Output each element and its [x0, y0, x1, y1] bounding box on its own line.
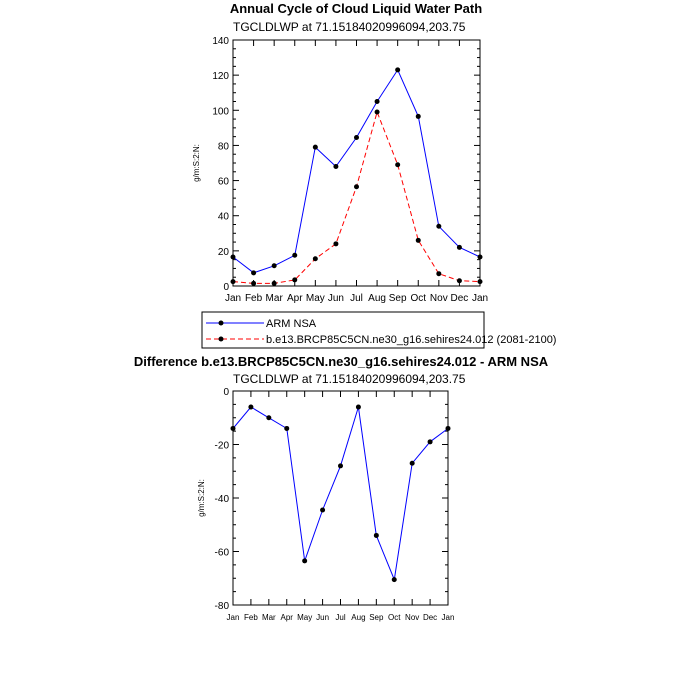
series-0-point	[395, 67, 400, 72]
x-tick-label: Jul	[350, 293, 363, 304]
x-tick-label: Jan	[224, 293, 242, 304]
x-tick-label: Dec	[450, 293, 469, 304]
x-tick-label: Jan	[471, 293, 489, 304]
series-1-point	[292, 277, 297, 282]
x-tick-label: Apr	[286, 293, 303, 304]
legend-label-arm: ARM NSA	[266, 318, 317, 330]
series-line-0	[233, 70, 480, 273]
x-tick-label: Nov	[405, 613, 420, 622]
y-tick-label: 40	[217, 211, 229, 223]
series-0-point	[338, 463, 343, 468]
x-tick-label: Nov	[429, 293, 448, 304]
series-0-point	[320, 508, 325, 513]
y-tick-label: 120	[212, 71, 229, 83]
x-tick-label: Apr	[280, 613, 293, 622]
y-tick-label: 100	[212, 106, 229, 118]
x-tick-label: Aug	[368, 293, 386, 304]
chart1-ylabel: g/m:S:2:N:	[192, 144, 201, 182]
series-0-point	[231, 426, 236, 431]
series-0-point	[354, 135, 359, 140]
series-0-point	[428, 439, 433, 444]
legend-label-model: b.e13.BRCP85C5CN.ne30_g16.sehires24.012 (2081-2100)	[266, 334, 557, 346]
x-tick-label: May	[297, 613, 313, 622]
series-1-point	[333, 241, 338, 246]
series-1-point	[395, 162, 400, 167]
series-0-point	[333, 164, 338, 169]
y-tick-label: 80	[217, 141, 229, 153]
x-tick-label: Jun	[327, 293, 344, 304]
series-1-point	[436, 271, 441, 276]
y-tick-label: 20	[217, 246, 229, 258]
y-tick-label: 0	[223, 387, 229, 398]
series-0-point	[410, 461, 415, 466]
series-1-point	[231, 279, 236, 284]
y-tick-label: -80	[214, 601, 229, 612]
x-tick-label: Aug	[351, 613, 366, 622]
series-1-point	[272, 281, 277, 286]
chart2-frame	[233, 391, 448, 605]
x-tick-label: Feb	[244, 613, 258, 622]
series-0-point	[251, 270, 256, 275]
series-0-point	[292, 253, 297, 258]
series-line-0	[233, 407, 448, 580]
series-0-point	[478, 255, 483, 260]
series-0-point	[457, 245, 462, 250]
series-0-point	[302, 558, 307, 563]
series-0-point	[266, 415, 271, 420]
y-tick-label: -40	[214, 494, 229, 505]
series-0-point	[446, 426, 451, 431]
y-tick-label: -60	[214, 547, 229, 559]
series-0-point	[392, 577, 397, 582]
x-tick-label: Jan	[441, 613, 455, 622]
series-0-point	[313, 145, 318, 150]
y-tick-label: 140	[212, 36, 229, 47]
series-1-point	[354, 184, 359, 189]
x-tick-label: Oct	[388, 613, 401, 622]
y-tick-label: 60	[217, 176, 229, 188]
chart1-subtitle: TGCLDLWP at 71.15184020996094,203.75	[233, 20, 466, 34]
chart2-subtitle: TGCLDLWP at 71.15184020996094,203.75	[233, 372, 466, 386]
x-tick-label: Jan	[226, 613, 240, 622]
legend-marker-model	[219, 337, 224, 342]
chart1-frame	[233, 40, 480, 286]
series-1-point	[478, 279, 483, 284]
series-1-point	[313, 256, 318, 261]
chart2-plot	[215, 387, 455, 622]
series-0-point	[284, 426, 289, 431]
chart1-title: Annual Cycle of Cloud Liquid Water Path	[229, 1, 483, 16]
series-0-point	[231, 255, 236, 260]
y-tick-label: -20	[214, 440, 229, 452]
series-0-point	[416, 114, 421, 119]
x-tick-label: Dec	[422, 613, 438, 622]
x-tick-label: Oct	[410, 293, 427, 304]
series-0-point	[248, 405, 253, 410]
chart1-plot	[212, 36, 488, 304]
series-1-point	[416, 238, 421, 243]
chart2-title: Difference b.e13.BRCP85C5CN.ne30_g16.sehires24.012 - ARM NSA	[133, 354, 549, 369]
x-tick-label: Jul	[335, 613, 346, 622]
series-0-point	[272, 263, 277, 268]
x-tick-label: Mar	[265, 293, 283, 304]
series-0-point	[436, 224, 441, 229]
series-1-point	[251, 281, 256, 286]
chart1-legend	[202, 312, 556, 348]
x-tick-label: Mar	[261, 613, 276, 622]
x-tick-label: May	[305, 293, 325, 304]
x-tick-label: Sep	[388, 293, 407, 304]
y-tick-label: 0	[223, 282, 229, 293]
series-0-point	[375, 99, 380, 104]
series-0-point	[374, 533, 379, 538]
legend-marker-arm	[219, 321, 224, 326]
series-0-point	[356, 405, 361, 410]
x-tick-label: Sep	[369, 613, 384, 622]
x-tick-label: Feb	[244, 293, 263, 304]
x-tick-label: Jun	[316, 613, 330, 622]
series-1-point	[375, 110, 380, 115]
chart2-ylabel: g/m:S:2:N:	[197, 479, 206, 517]
series-1-point	[457, 278, 462, 283]
